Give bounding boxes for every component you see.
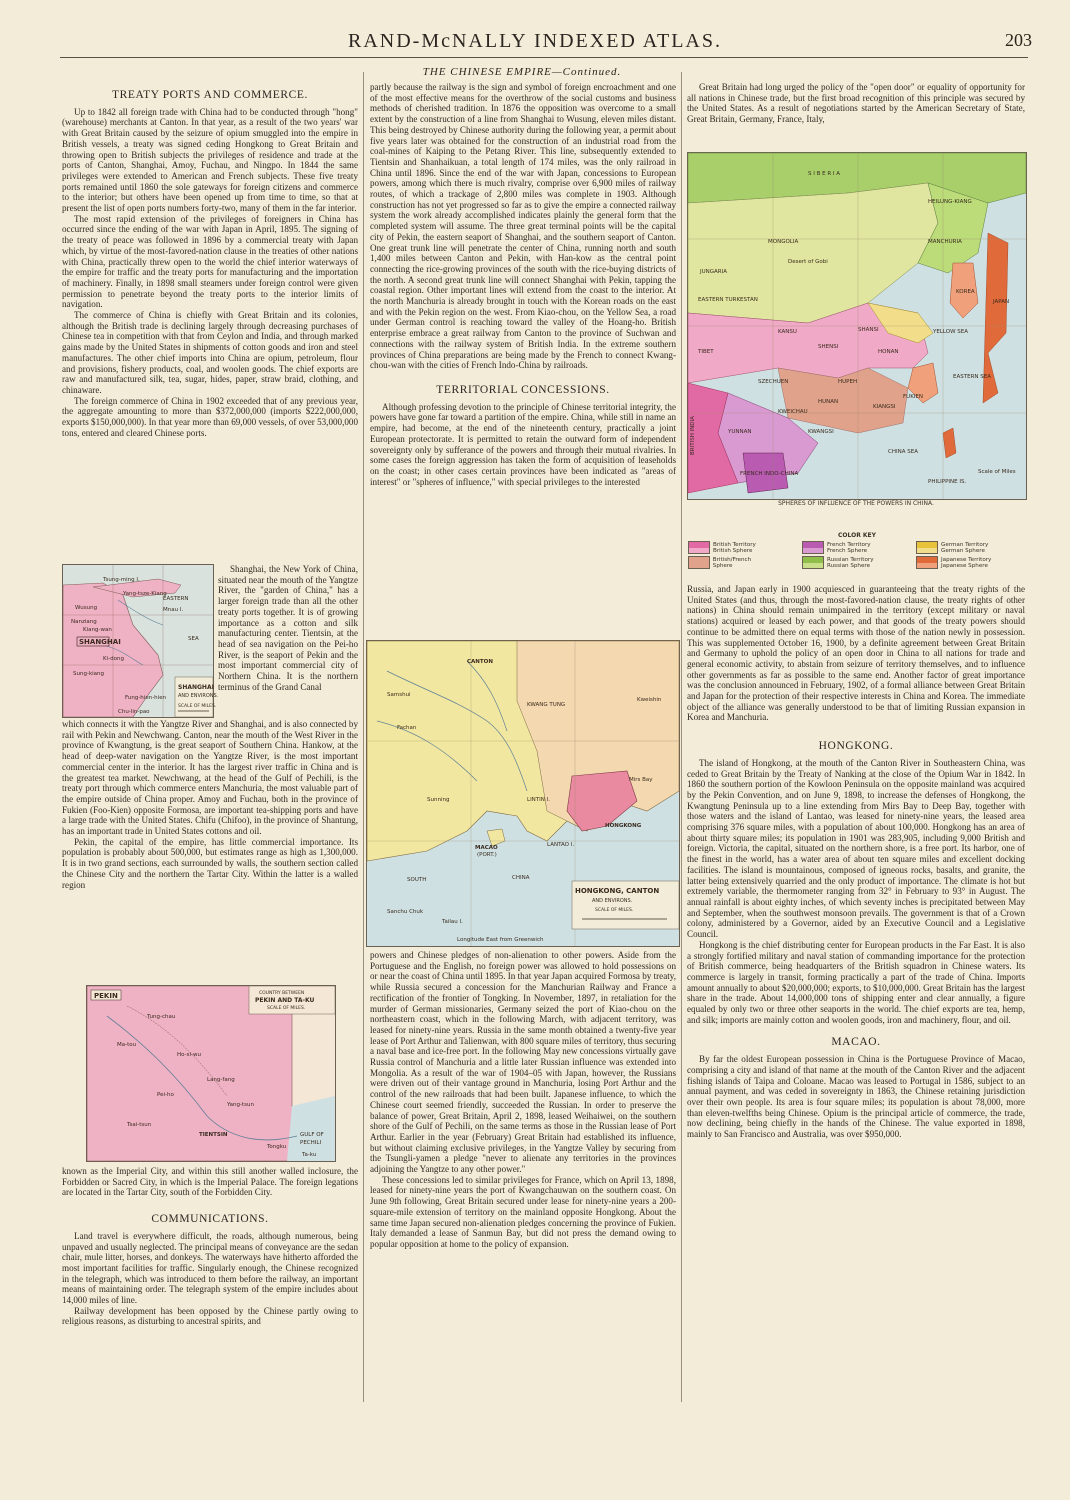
- key-label: French Territory: [827, 541, 871, 548]
- map-label: Wusung: [75, 605, 98, 611]
- pekin-map: [86, 985, 336, 1162]
- section-heading: MACAO.: [831, 1036, 881, 1049]
- color-swatch: [802, 541, 824, 554]
- page-header: [0, 30, 1070, 58]
- paragraph: Hongkong is the chief distributing center for European products in the Far East. It is also a strongly fortified military and naval station of commanding importance for the protection of British commerce, being headquarters of the British squadron in Chinese waters. Its commerce is largely in transit, forming practically a part of the trade of China. Imports amount annually to about $20,000,000; exports, to $10,000,000. Great Britain has the largest share in the trade. About 14,000,000 tons of shipping enter and clear annually, a figure equaled by only two or three other seaports in the world. The chief exports are tea, hemp, and silk; imports are mainly cotton and woolen goods, iron and machinery, flour, and oil.: [687, 939, 1025, 1025]
- map-label: YUNNAN: [728, 429, 752, 435]
- spheres-of-influence-map: [687, 152, 1027, 500]
- paragraph: The commerce of China is chiefly with Great Britain and its colonies, although the British trade is declining largely through decreasing purchases of Chinese tea in competition with that from Ceylon and India, and through marked gains made by the United States in shipments of cotton goods and iron and steel manufactures. The other chief imports into China are opium, petroleum, flour and provisions, fishery products, coal, and woolen goods. The chief exports are raw and manufactured silk, tea, sugar, hides, paper, straw braid, clothing, and chinaware.: [62, 310, 358, 395]
- map-label: CHINA SEA: [888, 449, 918, 455]
- map-label: S I B E R I A: [808, 171, 841, 177]
- column-divider: [681, 72, 682, 1402]
- map-label: CHINA: [512, 875, 530, 881]
- color-key-item: [802, 556, 886, 569]
- section-heading: HONGKONG.: [818, 740, 894, 753]
- color-key-item: [688, 556, 772, 569]
- map-label: KANSU: [778, 329, 797, 335]
- right-column-top: [687, 82, 1025, 125]
- paragraph: which connects it with the Yangtze River and Shanghai, and is also connected by rail with Pekin and Newchwang. Canton, near the mouth of the West River in the province of Kwangtung, is the great seaport of Southern China. Hankow, at the head of deep-water navigation on the Yangtze River, is the most important commercial center in the interior. It has the largest river traffic in China and is the greatest tea market. Newchwang, at the head of the Gulf of Pechili, is the treaty port through which commerce enters Manchuria, the most valuable part of the empire outside of China proper. Amoy and Fuchau, both in the province of Fukien (Foo-Kien) opposite Formosa, are important tea-shipping ports and have a large trade with the United States. Chifu (Chifoo), in the province of Shantung, has an important trade in United States cottons and oil.: [62, 719, 358, 837]
- map-label: LANTAO I.: [547, 842, 575, 848]
- map-label: BRITISH INDIA: [690, 416, 696, 455]
- key-label: Japanese Territory: [941, 556, 992, 563]
- map-label: Samshui: [387, 692, 411, 698]
- map-label: HUPEH: [838, 379, 858, 385]
- map-label: Scale of Miles: [978, 469, 1016, 475]
- key-label: Russian Territory: [827, 556, 874, 563]
- map-subtitle: AND ENVIRONS.: [178, 693, 219, 699]
- map-label: Mirs Bay: [629, 777, 653, 783]
- map-label: Desert of Gobi: [788, 259, 828, 265]
- atlas-title: RAND-McNALLY INDEXED ATLAS.: [348, 30, 722, 52]
- map-label: FRENCH INDO-CHINA: [740, 471, 799, 477]
- paragraph: Shanghai, the New York of China, situated near the mouth of the Yangtze River, the "garden of China," has a larger foreign trade than all the other treaty ports together. It is of growing importance as a cotton and silk manufacturing center. Tientsin, at the head of sea navigation on the Pei-ho River, is the seaport of Pekin and the most important commercial city of Northern China. It is the northern terminus of the Grand Canal: [218, 564, 358, 692]
- map-label: Ho-si-wu: [177, 1052, 201, 1058]
- paragraph: The most rapid extension of the privileges of foreigners in China has occurred since the ending of the war with Japan in April, 1895. The signing of the treaty of peace was followed in 1896 by a commercial treaty with Japan which, by virtue of the most-favored-nation clause in the treaties of other nations with China, practically threw open to the world the chief interior waterways of the empire for traffic and the treaty ports for manufacturing and the importation of machinery. Finally, in 1898 small steamers under foreign control were given permission to penetrate beyond the treaty ports to the interior limits of navigation.: [62, 213, 358, 310]
- column-divider: [363, 72, 364, 1402]
- map-label: FUKIEN: [903, 394, 924, 400]
- map-label: CANTON: [467, 659, 493, 665]
- left-column-bottom: [62, 1166, 358, 1327]
- map-label: MANCHURIA: [928, 239, 962, 245]
- right-column-bottom: [687, 584, 1025, 1140]
- map-label: KWANG TUNG: [527, 702, 566, 708]
- page-number: 203: [1005, 30, 1032, 50]
- map-label: Fachan: [397, 725, 417, 731]
- map-subtitle2: PEKIN AND TA-KU: [255, 997, 315, 1004]
- map-label: Ma-tou: [117, 1042, 137, 1048]
- color-swatch: [802, 556, 824, 569]
- map-label: SHENSI: [818, 344, 839, 350]
- map-label: Sanchu Chuk: [387, 909, 424, 915]
- map-label: YELLOW SEA: [933, 329, 969, 335]
- map-label: Chu-lin-pao: [118, 709, 150, 715]
- middle-column-top: [370, 82, 676, 487]
- color-swatch: [688, 541, 710, 554]
- map-scale: SCALE OF MILES.: [178, 704, 217, 709]
- key-label: British/French Sphere: [712, 556, 752, 569]
- running-subheading: THE CHINESE EMPIRE—Continued.: [422, 66, 622, 78]
- key-label: British Sphere: [713, 547, 753, 554]
- map-label: KWANGSI: [808, 429, 834, 435]
- key-label: French Sphere: [827, 547, 868, 554]
- map-label: Ki-dong: [103, 656, 124, 662]
- color-key: [688, 532, 1026, 580]
- paragraph: By far the oldest European possession in China is the Portuguese Province of Macao, comprising a city and island of that name at the mouth of the Canton River and the adjacent fishing islands of Taipa and Coloane. Macao was leased to Portugal in 1586, subject to an annual payment, and was ceded in sovereignty in 1863, the Chinese retaining jurisdiction over their own people. Its area is four square miles; its population is about 78,000, more than eleven-twelfths being Chinese. Opium is the principal article of commerce, the trade, now declining, being chiefly in the hands of the Chinese. The value exported in 1898, mainly to San Francisco and Australia, was over $950,000.: [687, 1054, 1025, 1140]
- hongkong-canton-map: [366, 640, 680, 947]
- map-label: TIENTSIN: [199, 1132, 228, 1138]
- map-label: TIBET: [698, 349, 714, 355]
- key-label: German Territory: [941, 541, 989, 548]
- paragraph: powers and Chinese pledges of non-alienation to other powers. Aside from the Portuguese and the English, no foreign power was allowed to hold possessions on or near the coast of China until 1895. In that year Japan acquired Formosa by treaty, while Russia secured a concession for the Manchurian Railway and France a rectification of the frontier of Tongking. In November, 1897, in retaliation for the murder of German missionaries, Germany seized the port of Kiao-chou on the northeastern coast, which in the following March, with adjacent territory, was leased for ninety-nine years. Russia in the same month obtained a twenty-five year lease of Port Arthur and Talienwan, with 800 square miles of territory, thus securing a naval base and ice-free port. In the following May new concessions virtually gave Russia control of Manchuria and a little later Russian influence was extended into Mongolia. As a result of the war of 1904–05 with Japan, however, the Russians were driven out of their vantage ground in Manchuria, losing Port Arthur and the control of the new railroads that had been built. Japanese influence, to which the Chinese court seemed friendly, succeeded the Russian. In order to preserve the balance of power, Great Britain, April 2, 1898, leased Weihaiwei, on the southern shore of the Gulf of Pechili, on the same terms as those in the Russian lease of Port Arthur. Earlier in the year (February) Great Britain had established its influence, but without claiming exclusive privileges, in the Yangtze Valley by securing from the Tsungli-yamen a pledge "never to alienate any territories in the provinces adjoining the Yangtze to any other power.": [370, 950, 676, 1175]
- key-label: Japanese Sphere: [941, 562, 988, 569]
- map-label: Yang-tsze-Kiang: [123, 591, 167, 597]
- map-label: EASTERN TURKESTAN: [698, 297, 758, 303]
- paragraph: partly because the railway is the sign and symbol of foreign encroachment and one of the most effective means for the overthrow of the social customs and business methods of cherished tradition. In 1876 the opposition was overcome to a small extent by the construction of a line from Shanghai to Wusung, eleven miles distant. This being destroyed by Chinese authority during the following year, a permit about five years later was obtained for the construction of an industrial road from the coal-mines of Kaiping to the Petang River. This line, subsequently extended to Tientsin and Shanhaikuan, a total length of 174 miles, was the only railroad in China until 1896. Since the end of the war with Japan, concessions to European powers, among which there is much rivalry, comprise over 6,900 miles of railway routes, of which a trackage of 2,800 miles was complete in 1903. Although construction has not yet progressed so far as to give the empire a connected railway system the work already accomplished indicates plainly the general form that the completed system will assume. The three great terminal points will be the capital city of Pekin, the eastern seaport of Shanghai, and the southern seaport of Canton. One great trunk line will penetrate the center of China, running north and south 1,400 miles between Canton and Pekin, with Han-kow as the central point connecting the rice-growing provinces of the south with the rice-buying districts of the north. A second great trunk line will connect Shanghai with Pekin, tapping the coastal region. Other important lines will extend from the coast to the interior. At the north Manchuria is already brought in touch with the Korean roads on the east and with the Pekin region on the west. From Kiao-chou, on the Yellow Sea, a road under German control is reaching toward the valley of the Hoang-ho. British enterprise embrace a great railway from Canton to the province of Suchwan and connections with the railway system of British India. In the extreme southern provinces of China preparations are being made by the French to connect Kwang-chou-wan with the cities of French Indo-China by railroads.: [370, 82, 676, 371]
- map-label: Pei-ho: [157, 1092, 174, 1098]
- map-label: HONAN: [878, 349, 899, 355]
- color-swatch: [916, 541, 938, 554]
- map-label: MACAO: [475, 845, 498, 851]
- map-label: Tongku: [267, 1144, 287, 1150]
- map-label: JAPAN: [993, 299, 1010, 305]
- color-key-item: [916, 556, 1000, 569]
- map-label: EASTERN SEA: [953, 374, 991, 380]
- map-label: JUNGARIA: [700, 269, 727, 275]
- key-label: British Territory: [713, 541, 756, 548]
- left-column-top: [62, 84, 358, 439]
- key-label: Russian Sphere: [827, 562, 871, 569]
- shanghai-map: [62, 564, 219, 718]
- map-label: LINTIN I.: [527, 797, 551, 803]
- map-label: GULF OF: [300, 1132, 324, 1138]
- map-label: Lang-fang: [207, 1077, 235, 1083]
- map-label: HONGKONG: [605, 823, 642, 829]
- map-label: (PORT.): [477, 852, 497, 858]
- map-label: Sunning: [427, 797, 450, 803]
- paragraph: The island of Hongkong, at the mouth of the Canton River in Southeastern China, was ceded to Great Britain by the Treaty of Nanking at the close of the Opium War in 1842. In 1860 the southern portion of the Kowloon Peninsula on the opposite mainland was acquired by the Pekin Convention, and on June 9, 1898, to increase the defenses of Hongkong, the Kwangtung Peninsula up to a line extending from Mirs Bay to Deep Bay, together with those waters and the island of Lantao, was leased for ninety-nine years, the leased area comprising 376 square miles, with a population of about 100,000. Hongkong has an area of about thirty square miles; its population in 1901 was 283,905, including 9,000 British and foreign. Victoria, the capital, situated on the northern shore, is a free port. Its harbor, one of the finest in the world, has a water area of about ten square miles and excellent docking facilities. The island is mountainous, composed of igneous rocks, basalts, and granite, the latter being extensively quarried and the only product of importance. The climate is hot but extremely variable, the thermometer ranging from 32° in February to 93° in August. The annual rainfall is about eighty inches, of which seventy inches is precipitated between May and September, when the southwest monsoon prevails. The government is that of a Crown colony, administered by a Governor, aided by an Executive Council and a Legislative Council.: [687, 757, 1025, 940]
- map-label: SEA: [188, 636, 199, 642]
- map-label: Yang-tsun: [227, 1102, 254, 1108]
- map-label: HEILUNG-KIANG: [928, 199, 972, 205]
- paragraph: Great Britain had long urged the policy of the "open door" or equality of opportunity for all nations in Chinese trade, but the first broad recognition of this principle was secured by the United States. As a result of negotiations started by the American Secretary of State, Great Britain, Germany, France, Italy,: [687, 82, 1025, 125]
- map-label: Ta-ku: [302, 1152, 317, 1158]
- paragraph: Land travel is everywhere difficult, the roads, although numerous, being unpaved and usually neglected. The principal means of conveyance are the sedan chair, mule litter, horses, and donkeys. The waterways have hitherto afforded the most important facilities for traffic. Singularly enough, the Chinese recognized in the telegraph, which was introduced to them before the railway, an important means of maintaining order. The telegraph system of the empire includes about 14,000 miles of line.: [62, 1230, 358, 1306]
- section-heading: TERRITORIAL CONCESSIONS.: [436, 383, 610, 396]
- color-key-item: [802, 541, 886, 554]
- map-label: Tsung-ming I.: [103, 577, 140, 583]
- header-rule: [60, 57, 1028, 58]
- map-label: PECHILI: [300, 1140, 322, 1146]
- map-label: Kweishin: [637, 697, 662, 703]
- map-label: Tsai-tsun: [127, 1122, 152, 1128]
- paragraph: The foreign commerce of China in 1902 exceeded that of any previous year, the aggregate amounting to more than $372,000,000 (imports $222,000,000, exports $150,000,000). In that year more than 69,000 vessels, of over 53,000,000 tons, entered and cleared Chinese ports.: [62, 395, 358, 438]
- color-swatch: [916, 556, 938, 569]
- map-title: PEKIN: [94, 992, 118, 1000]
- left-column-mid: [62, 719, 358, 890]
- paragraph: Although professing devotion to the principle of Chinese territorial integrity, the powers have gone far toward a partition of the empire. China, while still in name an empire, had become, at the end of the nineteenth century, practically a joint European protectorate. It is permitted to retain the outward form of independent sovereignty only by sufferance of the powers and through their mutual rivalries. In some cases the foreign aggression has taken the form of acquisition of leaseholds on the coast; in other cases certain provinces have been indicated as "areas of interest" or "spheres of influence," with special privileges to the interested: [370, 401, 676, 487]
- map-label: EASTERN: [163, 596, 189, 602]
- map-label: Mnau I.: [163, 607, 184, 613]
- map-label: MONGOLIA: [768, 239, 799, 245]
- map-subtitle: AND ENVIRONS.: [592, 898, 633, 904]
- middle-column-bottom: [370, 950, 676, 1250]
- map-label: KWEICHAU: [778, 409, 808, 415]
- map-label: SZECHUEN: [758, 379, 789, 385]
- color-key-row: [688, 541, 1026, 554]
- map-label: Fung-hien-hien: [125, 695, 167, 701]
- section-heading: TREATY PORTS AND COMMERCE.: [112, 89, 308, 101]
- map-label: SOUTH: [407, 877, 427, 883]
- left-column-wrap: [218, 564, 358, 692]
- map-label: HUNAN: [818, 399, 839, 405]
- color-swatch: [688, 556, 710, 569]
- map-label: SHANSI: [858, 327, 879, 333]
- color-key-title: COLOR KEY: [837, 532, 876, 539]
- map-label: Nanziang: [71, 619, 97, 625]
- map-label: PHILIPPINE IS.: [928, 479, 967, 485]
- map-city-shanghai: SHANGHAI: [79, 638, 121, 646]
- paragraph: Up to 1842 all foreign trade with China had to be conducted through "hong" (warehouse) merchants at Canton. In that year, as a result of the two years' war with Great Britain caused by the seizure of opium smuggled into the empire in British vessels, a treaty was signed ceding Hongkong to Great Britain and throwing open to British subjects the privileges of residence and trade at the ports of Canton, Shanghai, Amoy, Fuchau, and Ningpo. In 1844 the same privileges were extended to American and French subjects. These five treaty ports remained until 1860 the sole gateways for foreign citizens and commerce to the interior; but others have been opened up from time to time, so that at present the list of open ports numbers forty-two, many of them in the far interior.: [62, 106, 358, 214]
- paragraph: known as the Imperial City, and within this still another walled inclosure, the Forbidden or Sacred City, in which is the Imperial Palace. The foreign legations are located in the Tartar City, south of the Forbidden City.: [62, 1166, 358, 1198]
- map-label: KIANGSI: [873, 404, 896, 410]
- map-label: Sung-kiang: [73, 671, 104, 677]
- map-label: Kiang-wan: [83, 627, 112, 633]
- paragraph: Russia, and Japan early in 1900 acquiesced in guaranteeing that the treaty rights of the United States (and thus, through the most-favored-nation clause, the treaty rights of other nations) in China should remain unimpaired in the territory (except military or naval stations) acquired or leased by each power, and that goods of the treaty powers should continue to be admitted there on equal terms with those of the nation newly in possession. This was supplemented October 16, 1900, by a definite agreement between Great Britain and Germany to uphold the policy of an open door in China to all nations for trade and general economic activity, to abstain from seizure of territory themselves, and to influence other governments as far as possible to the same end. Another factor of great importance was the conclusion announced in February, 1902, of a formal alliance between Great Britain and Japan for the protection of their respective interests in China and Korea. The immediate object of the alliance was generally understood to be that of limiting Russian expansion in Korea and Manchuria.: [687, 584, 1025, 723]
- paragraph: Pekin, the capital of the empire, has little commercial importance. Its population is probably about 500,000, but estimates range as high as 1,300,000. It is in two grand sections, each surrounded by walls, the southern section called the Chinese City and the northern the Tartar City. Within the latter is a walled region: [62, 836, 358, 890]
- map-label: KOREA: [956, 289, 975, 295]
- section-heading: COMMUNICATIONS.: [151, 1213, 269, 1226]
- map-title: HONGKONG, CANTON: [575, 887, 660, 895]
- map-title: SHANGHAI: [178, 684, 214, 691]
- map-label: Tailau I.: [442, 919, 463, 925]
- map-scale: SCALE OF MILES.: [267, 1006, 306, 1011]
- paragraph: These concessions led to similar privileges for France, which on April 13, 1898, leased for ninety-nine years the port of Kwangchauwan on the southern coast. On June 9th following, Great Britain secured under lease for ninety-nine years a 200-square-mile extension of territory on the mainland opposite Hongkong. About the same time Japan secured non-alienation pledges concerning the province of Fukien. Italy demanded a lease of Sanmun Bay, but did not press the demand owing to popular opposition at home to the policy of expansion.: [370, 1174, 676, 1249]
- map-scale: SCALE OF MILES.: [595, 908, 634, 913]
- key-label: German Sphere: [941, 547, 985, 554]
- color-key-row: [688, 556, 1026, 569]
- color-key-item: [688, 541, 772, 554]
- map-label: Tung-chau: [147, 1014, 176, 1020]
- paragraph: Railway development has been opposed by the Chinese partly owing to religious reasons, as disturbing to ancestral spirits, and: [62, 1305, 358, 1327]
- map-subtitle: COUNTRY BETWEEN: [259, 991, 305, 996]
- map-label: Longitude East from Greenwich: [457, 937, 544, 943]
- color-key-item: [916, 541, 1000, 554]
- map-caption: SPHERES OF INFLUENCE OF THE POWERS IN CHINA.: [778, 500, 934, 507]
